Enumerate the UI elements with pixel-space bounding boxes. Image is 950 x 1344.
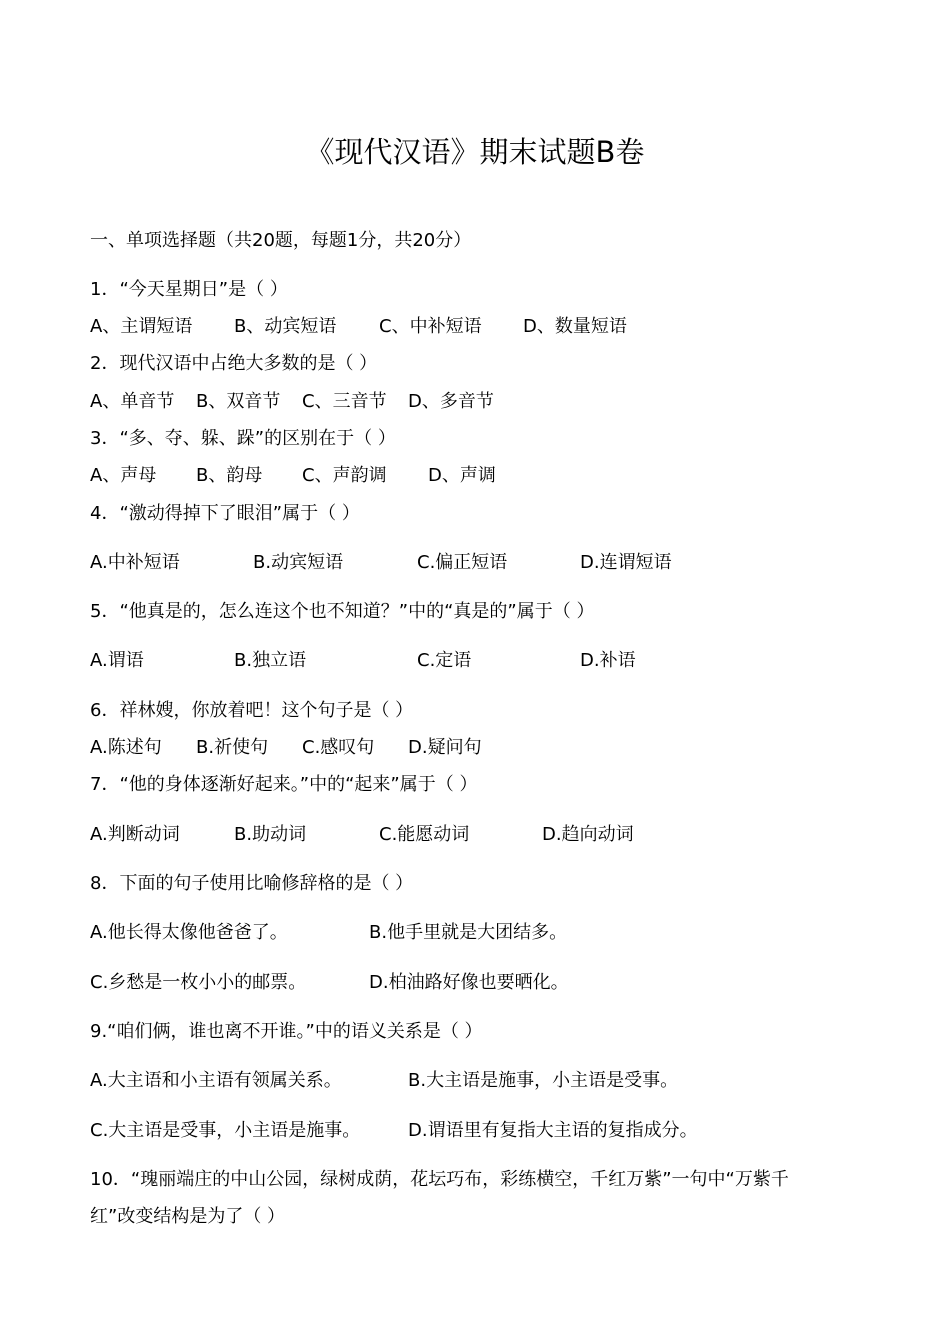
option-a: A.判断动词 [90,824,180,845]
option-d: D.疑问句 [408,737,482,758]
option-b: B.独立语 [234,650,307,671]
option-c: C.乡愁是一枚小小的邮票。 [90,972,307,993]
option-b: B.他手里就是大团结多。 [369,922,568,943]
exam-title: 《现代汉语》期末试题B卷 [305,135,645,169]
question-10-stem: 10．“瑰丽端庄的中山公园，绿树成荫，花坛巧布，彩练横空，千红万紫”一句中“万紫千 [90,1169,789,1190]
question-1-stem: 1．“今天星期日”是（ ） [90,279,288,300]
option-c: C.大主语是受事，小主语是施事。 [90,1120,361,1141]
option-b: B.大主语是施事，小主语是受事。 [408,1070,679,1091]
option-c: C.能愿动词 [379,824,470,845]
option-d: D.柏油路好像也要晒化。 [369,972,569,993]
section-heading: 一、单项选择题（共20题，每题1分，共20分） [90,230,472,251]
option-d: D.谓语里有复指大主语的复指成分。 [408,1120,698,1141]
option-c: C、三音节 [302,391,387,412]
question-3-stem: 3．“多、夺、躲、跺”的区别在于（ ） [90,428,396,449]
option-c: C.感叹句 [302,737,375,758]
question-2-stem: 2．现代汉语中占绝大多数的是（ ） [90,353,378,374]
option-d: D、多音节 [408,391,494,412]
option-d: D.趋向动词 [542,824,634,845]
option-a: A、单音节 [90,391,175,412]
option-a: A.中补短语 [90,552,180,573]
question-10-stem-continued: 红”改变结构是为了（ ） [90,1206,286,1227]
option-a: A、主谓短语 [90,316,193,337]
option-a: A.谓语 [90,650,144,671]
question-9-stem: 9.“咱们俩，谁也离不开谁。”中的语义关系是（ ） [90,1021,483,1042]
option-c: C、声韵调 [302,465,387,486]
option-c: C、中补短语 [379,316,482,337]
option-a: A.大主语和小主语有领属关系。 [90,1070,342,1091]
option-c: C.定语 [417,650,472,671]
option-c: C.偏正短语 [417,552,508,573]
question-8-stem: 8．下面的句子使用比喻修辞格的是（ ） [90,873,414,894]
option-d: D.连谓短语 [580,552,672,573]
option-d: D.补语 [580,650,636,671]
option-a: A.陈述句 [90,737,162,758]
option-b: B.助动词 [234,824,307,845]
option-b: B、韵母 [196,465,263,486]
question-4-stem: 4．“激动得掉下了眼泪”属于（ ） [90,503,360,524]
option-d: D、声调 [428,465,496,486]
question-7-stem: 7．“他的身体逐渐好起来。”中的“起来”属于（ ） [90,774,478,795]
option-a: A、声母 [90,465,157,486]
question-6-stem: 6．祥林嫂，你放着吧！这个句子是（ ） [90,700,414,721]
question-5-stem: 5．“他真是的，怎么连这个也不知道？”中的“真是的”属于（ ） [90,601,595,622]
option-a: A.他长得太像他爸爸了。 [90,922,288,943]
option-b: B、动宾短语 [234,316,337,337]
option-b: B.祈使句 [196,737,269,758]
option-b: B.动宾短语 [253,552,344,573]
option-b: B、双音节 [196,391,281,412]
option-d: D、数量短语 [523,316,627,337]
